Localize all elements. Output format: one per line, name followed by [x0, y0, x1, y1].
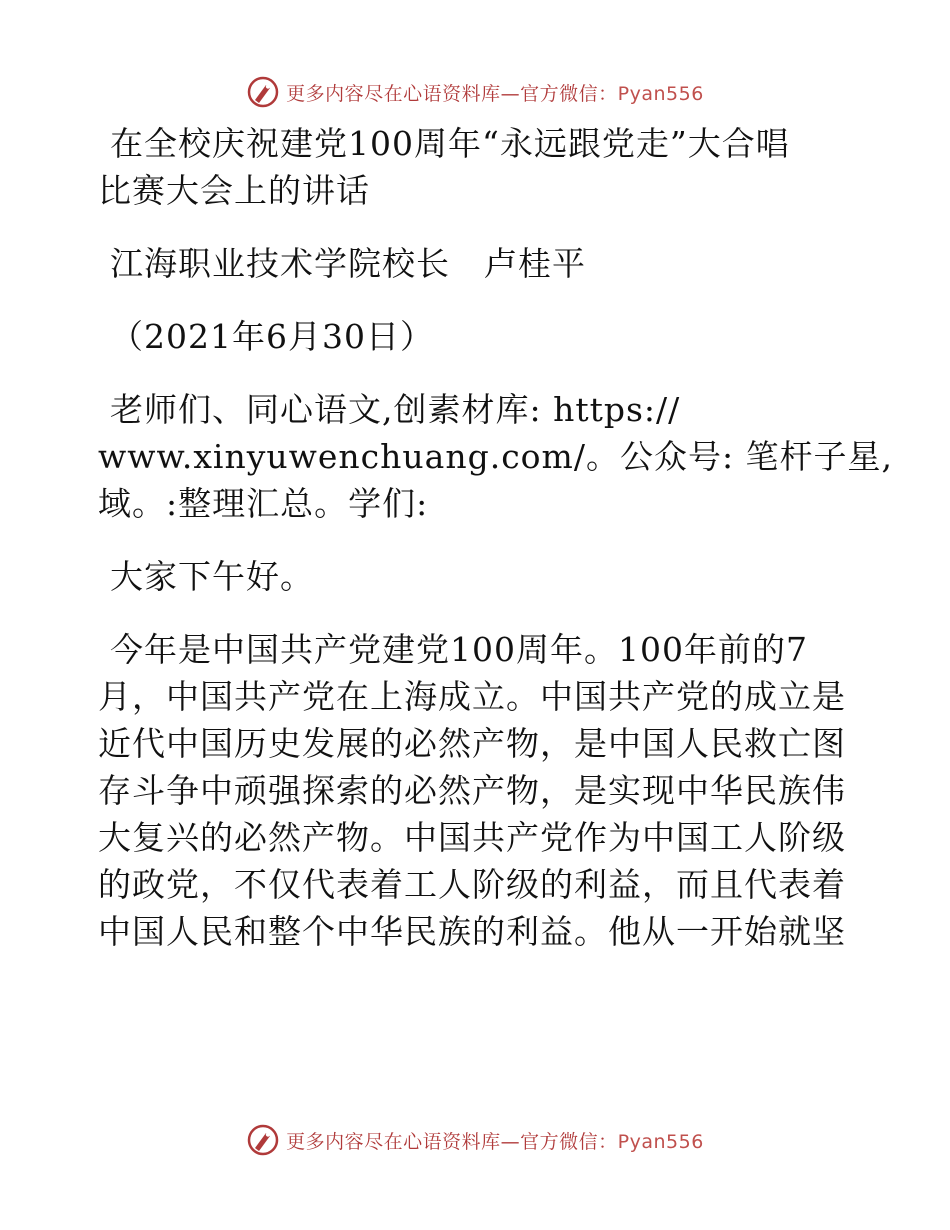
- footer-banner-label: 更多内容尽在心语资料库—官方微信：: [286, 1130, 618, 1153]
- author-line: 江海职业技术学院校长 卢桂平: [110, 244, 586, 283]
- pen-logo-icon: [246, 1123, 280, 1157]
- title-line-2: 比赛大会上的讲话: [98, 171, 370, 210]
- footer-banner-text: [286, 1127, 704, 1154]
- greeting-line: 大家下午好。: [110, 557, 314, 596]
- header-banner-label: 更多内容尽在心语资料库—官方微信：: [286, 82, 618, 105]
- document-body: [98, 120, 894, 955]
- paragraph-line-5: 大复兴的必然产物。中国共产党作为中国工人阶级: [98, 818, 846, 857]
- footer-watermark-banner: [0, 1120, 950, 1160]
- salutation-line-3: 域。:整理汇总。学们:: [98, 484, 429, 523]
- header-wechat-id: Pyan556: [617, 82, 704, 105]
- header-banner-text: [286, 79, 704, 106]
- salutation-line-1: 老师们、同心语文,创素材库: https://: [110, 390, 681, 429]
- paragraph-line-7: 中国人民和整个中华民族的利益。他从一开始就坚: [98, 912, 846, 951]
- title-line-1: 在全校庆祝建党100周年“永远跟党走”大合唱: [110, 124, 790, 163]
- paragraph-line-4: 存斗争中顽强探索的必然产物，是实现中华民族伟: [98, 771, 846, 810]
- footer-wechat-id: Pyan556: [617, 1130, 704, 1153]
- paragraph-line-6: 的政党，不仅代表着工人阶级的利益，而且代表着: [98, 865, 846, 904]
- pen-logo-icon: [246, 75, 280, 109]
- paragraph-line-2: 月，中国共产党在上海成立。中国共产党的成立是: [98, 677, 846, 716]
- salutation-line-2: www.xinyuwenchuang.com/。公众号: 笔杆子星,: [98, 437, 894, 476]
- paragraph-line-3: 近代中国历史发展的必然产物，是中国人民救亡图: [98, 724, 846, 763]
- date-line: （2021年6月30日）: [110, 317, 434, 356]
- header-watermark-banner: [0, 72, 950, 112]
- paragraph-line-1: 今年是中国共产党建党100周年。100年前的7: [110, 630, 808, 669]
